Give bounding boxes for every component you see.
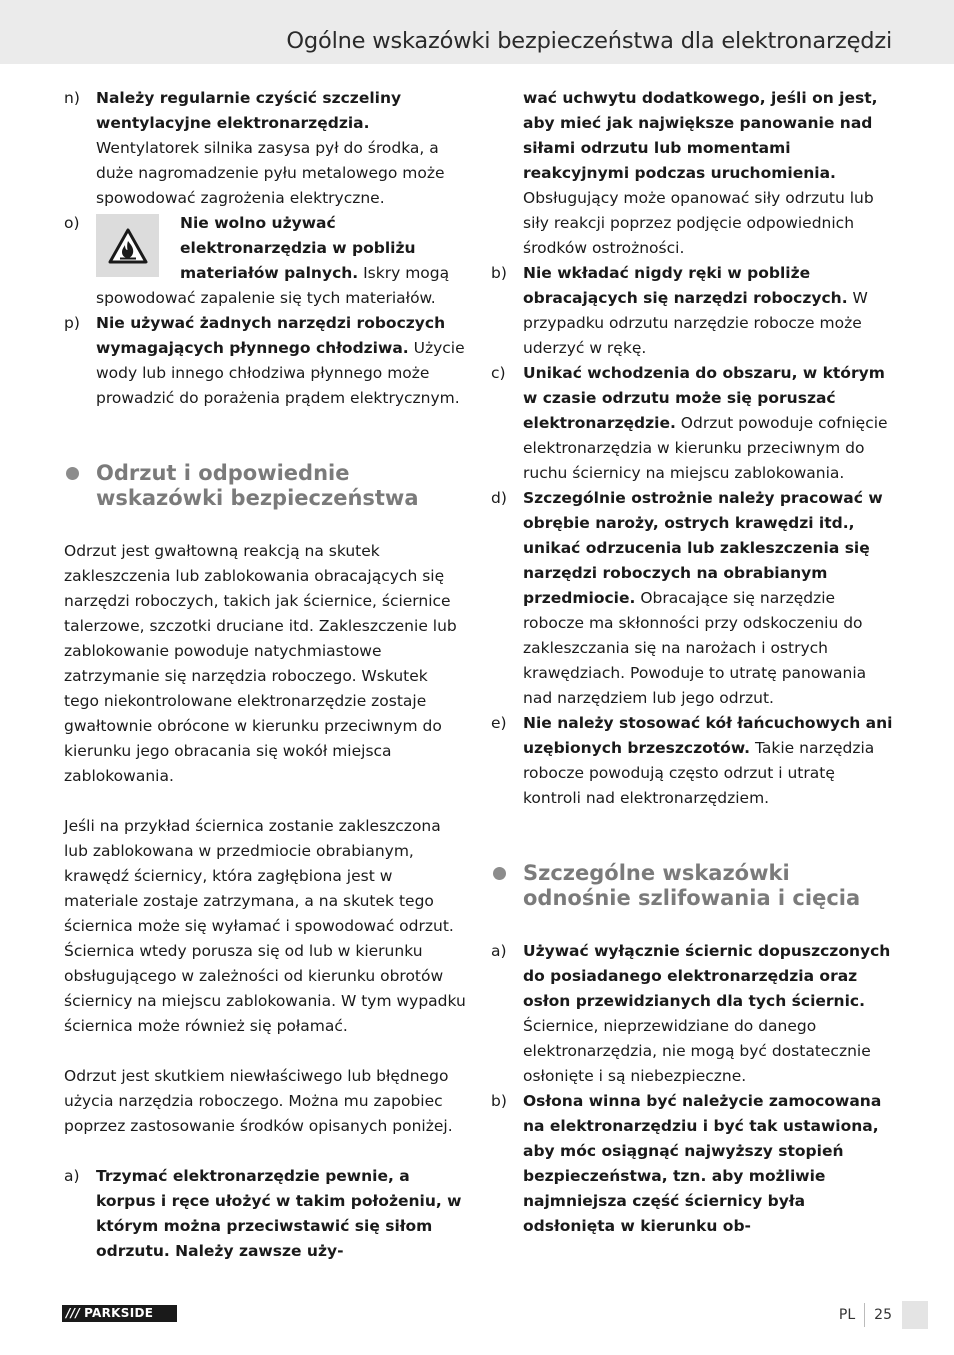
flame-warning-icon xyxy=(96,214,159,277)
page-number: 25 xyxy=(874,1307,892,1323)
item-label: d) xyxy=(491,489,507,507)
item-text: Takie narzędzia robocze powodują często odrzut i utratę kontroli nad elektronarzędziem. xyxy=(523,739,875,807)
paragraph-2: Jeśli na przykład ściernica zostanie zakleszczona lub zablokowana w przedmiocie obrabianym, krawędź ściernicy, która zagłębiona jest w materiale zostaje zatrzymana, a na skutek tego ściernica może się wyłamać i spowodować odrzut. Ściernica wtedy porusza się od lub w kierunku obsługującego w zależności od kierunku obrotów ściernicy na miejscu zablokowania. W tym wypadku ściernica może również się połamać. xyxy=(64,817,466,1035)
item-bold: Nie używać żadnych narzędzi roboczych wymagających płynnego chłodziwa. xyxy=(96,314,446,357)
list-item-a xyxy=(64,1164,466,1264)
page-tab-marker xyxy=(902,1301,928,1329)
page-footer xyxy=(839,1301,928,1329)
item-bold: Osłona winna być należycie zamocowana na elektronarzędziu i być tak ustawiona, aby móc osiągnąć najwyższy stopień bezpieczeństwa, tzn. aby możliwie najmniejsza część ściernicy była odsłonięta w kierunku ob- xyxy=(523,1092,882,1235)
heading-text: Szczególne wskazówki odnośnie szlifowania i cięcia xyxy=(523,861,861,910)
footer-divider xyxy=(864,1303,865,1327)
list-item-a2 xyxy=(491,939,893,1089)
item-bold: Nie wolno używać elektronarzędzia w pobliżu materiałów palnych. xyxy=(180,214,416,282)
bullet-icon xyxy=(66,467,79,480)
item-label: n) xyxy=(64,89,80,107)
item-label: b) xyxy=(491,264,507,282)
item-label: o) xyxy=(64,214,80,232)
heading-text: Odrzut i odpowiednie wskazówki bezpieczeństwa xyxy=(96,461,419,510)
item-bold: Należy regularnie czyścić szczeliny wentylacyjne elektronarzędzia. xyxy=(96,89,402,132)
item-text: Iskry mogą spowodować zapalenie się tych materiałów. xyxy=(96,264,450,307)
left-column xyxy=(64,86,466,1264)
item-text: Wentylatorek silnika zasysa pył do środka, a duże nagromadzenie pyłu metalowego może spowodować zagrożenia elektryczne. xyxy=(96,139,445,207)
list-item-b2 xyxy=(491,1089,893,1239)
item-bold: Szczególnie ostrożnie należy pracować w obrębie naroży, ostrych krawędzi itd., unikać odrzucenia lub zakleszczenia się narzędzi roboczych na obrabianym przedmiocie. xyxy=(523,489,883,607)
item-bold: Unikać wchodzenia do obszaru, w którym w czasie odrzutu może się poruszać elektronarzędzie. xyxy=(523,364,885,432)
list-item-p xyxy=(64,311,466,411)
bullet-icon xyxy=(493,867,506,880)
list-item-o xyxy=(64,211,466,311)
list-item-a-continued xyxy=(491,86,893,261)
list-item-b xyxy=(491,261,893,361)
item-label: c) xyxy=(491,364,506,382)
item-text: Odrzut powoduje cofnięcie elektronarzędzia w kierunku przeciwnym do ruchu ściernicy na miejscu zablokowania. xyxy=(523,414,888,482)
logo-brand: PARKSIDE xyxy=(84,1306,154,1320)
section-heading-grinding xyxy=(491,861,893,911)
item-label: a) xyxy=(491,942,507,960)
list-item-e xyxy=(491,711,893,811)
item-label: e) xyxy=(491,714,507,732)
list-item-c xyxy=(491,361,893,486)
language-code: PL xyxy=(838,1307,856,1323)
item-label: p) xyxy=(64,314,80,332)
item-text: Obsługujący może opanować siły odrzutu lub siły reakcji poprzez podjęcie odpowiednich środków ostrożności. xyxy=(523,189,874,257)
item-text: Obracające się narzędzie robocze ma skłonności przy odskoczeniu do zakleszczania się na narożach i ostrych krawędziach. Powoduje to utratę panowania nad narzędziem lub jego odrzut. xyxy=(523,589,867,707)
item-text: W przypadku odrzutu narzędzie robocze może uderzyć w rękę. xyxy=(523,289,868,357)
item-bold: Nie należy stosować kół łańcuchowych ani uzębionych brzeszczotów. xyxy=(523,714,893,757)
list-item-d xyxy=(491,486,893,711)
logo-slashes: /// xyxy=(66,1306,81,1320)
item-text: Użycie wody lub innego chłodziwa płynnego może prowadzić do porażenia prądem elektrycznym. xyxy=(96,339,465,407)
item-bold: Trzymać elektronarzędzie pewnie, a korpus i ręce ułożyć w takim położeniu, w którym można przeciwstawić się siłom odrzutu. Należy zawsze uży- xyxy=(96,1167,462,1260)
item-text: Ściernice, nieprzewidziane do danego elektronarzędzia, nie mogą być dostatecznie osłonięte i są niebezpieczne. xyxy=(523,1017,871,1085)
right-column xyxy=(491,86,893,1239)
page-title: Ogólne wskazówki bezpieczeństwa dla elektronarzędzi xyxy=(286,28,892,54)
list-item-n xyxy=(64,86,466,211)
item-label: b) xyxy=(491,1092,507,1110)
parkside-logo xyxy=(62,1305,177,1322)
paragraph-1: Odrzut jest gwałtowną reakcją na skutek zakleszczenia lub zablokowania obracających się narzędzi roboczych, takich jak ściernice, ściernice talerzowe, szczotki druciane itd. Zakleszczenie lub zablokowanie powoduje natychmiastowe zatrzymanie się narzędzia roboczego. Wskutek tego niekontrolowane elektronarzędzie zostaje gwałtownie obrócone w kierunku przeciwnym do kierunku jego obracania się wokół miejsca zablokowania. xyxy=(64,542,457,785)
item-label: a) xyxy=(64,1167,80,1185)
item-bold: wać uchwytu dodatkowego, jeśli on jest, aby mieć jak największe panowanie nad siłami odrzutu lub momentami reakcyjnymi podczas uruchomienia. xyxy=(523,89,878,182)
item-bold: Używać wyłącznie ściernic dopuszczonych do posiadanego elektronarzędzia oraz osłon przewidzianych dla tych ściernic. xyxy=(523,942,891,1010)
item-bold: Nie wkładać nigdy ręki w pobliże obracających się narzędzi roboczych. xyxy=(523,264,848,307)
paragraph-3: Odrzut jest skutkiem niewłaściwego lub błędnego użycia narzędzia roboczego. Można mu zapobiec poprzez zastosowanie środków opisanych poniżej. xyxy=(64,1067,453,1135)
section-heading-kickback xyxy=(64,461,466,511)
